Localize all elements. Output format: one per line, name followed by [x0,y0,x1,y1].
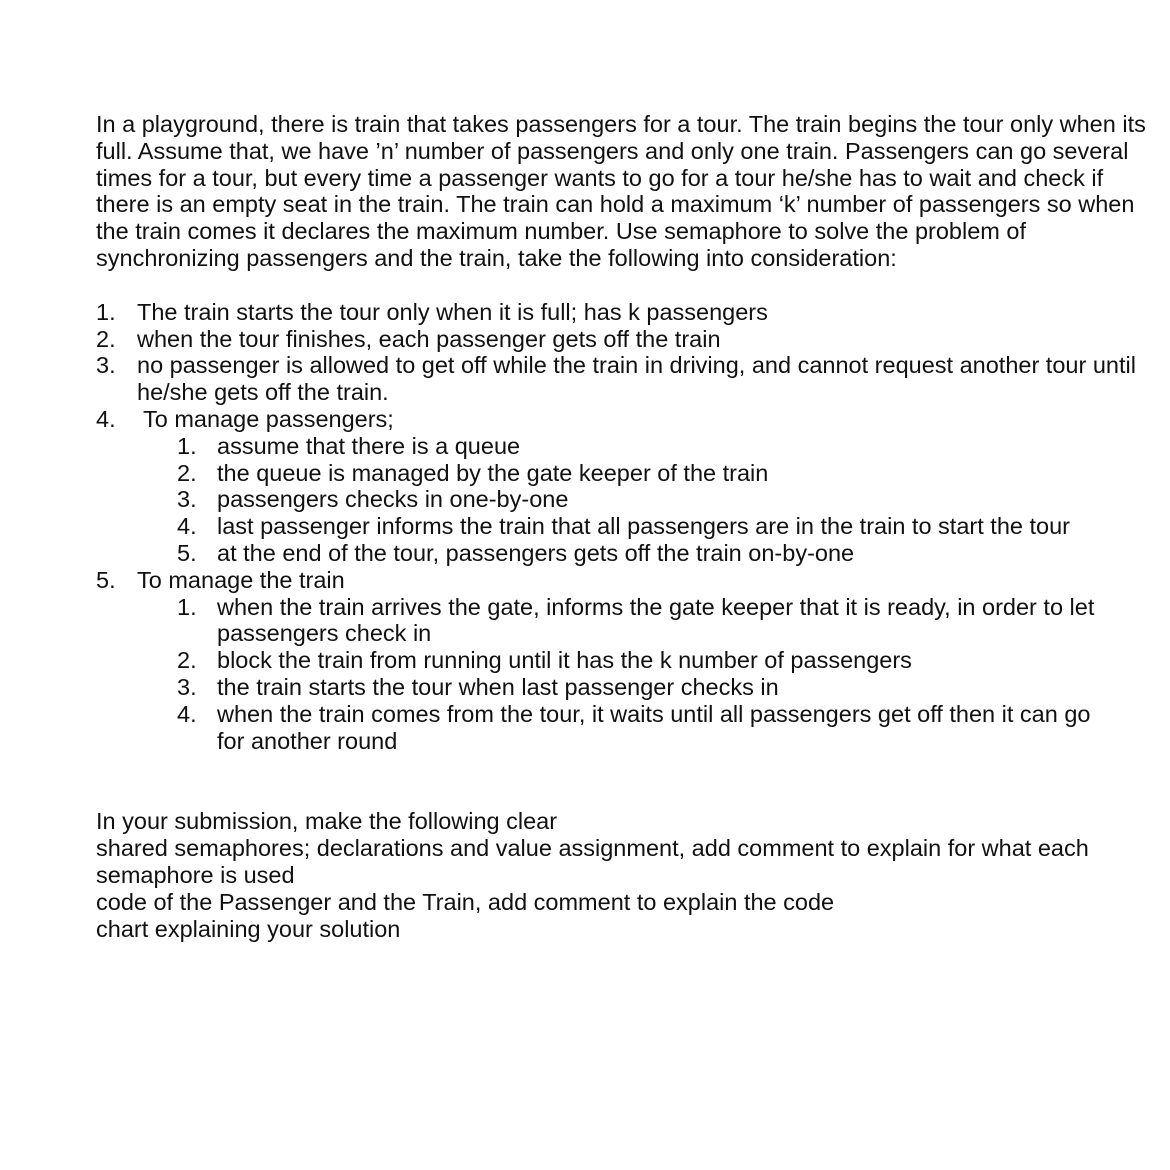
sublist-manage-passengers [96,433,1156,567]
sublist-item [96,486,1156,513]
list-item-1 [96,299,1156,326]
sublist-number: 3. [177,673,197,700]
sublist-number: 5. [177,539,197,566]
list-item-4 [96,406,1156,567]
sublist-item [96,540,1156,567]
requirements-list [96,299,1156,755]
list-item-5 [96,567,1156,755]
sublist-number: 3. [177,486,197,513]
sublist-number: 4. [177,513,197,540]
sublist-number: 1. [177,593,197,620]
sublist-number: 4. [177,700,197,727]
sublist-text: the queue is managed by the gate keeper of the train [217,459,769,486]
document [96,111,1156,942]
list-text: To manage passengers; [143,405,394,432]
list-number: 2. [96,325,116,352]
sublist-text: when the train arrives the gate, informs the gate keeper that it is ready, in order to let passengers check in [217,593,1095,647]
sublist-item [96,433,1156,460]
list-item-3 [96,352,1156,406]
sublist-item [96,513,1156,540]
list-item-2 [96,326,1156,353]
sublist-number: 2. [177,459,197,486]
sublist-item [96,701,1156,755]
sublist-text: block the train from running until it has the k number of passengers [217,647,912,674]
list-text: The train starts the tour only when it is full; has k passengers [137,298,768,325]
list-text: no passenger is allowed to get off while the train in driving, and cannot request another tour until he/she gets off the train. [137,352,1136,406]
sublist-item [96,460,1156,487]
sublist-text: at the end of the tour, passengers gets off the train on-by-one [217,539,855,566]
sublist-item [96,647,1156,674]
sublist-text: the train starts the tour when last passenger checks in [217,673,779,700]
list-text: when the tour finishes, each passenger gets off the train [137,325,721,352]
sublist-text: last passenger informs the train that all passengers are in the train to start the tour [217,513,1070,540]
sublist-manage-train [96,594,1156,755]
intro-paragraph: In a playground, there is train that takes passengers for a tour. The train begins the tour only when its full. Assume that, we have ’n’ number of passengers and only one train. Passengers can go several times for a tour, but every time a passenger wants to go for a tour he/she has to wait and check if there is an empty seat in the train. The train can hold a maximum ‘k’ number of passengers so when the train comes it declares the maximum number. Use semaphore to solve the problem of synchronizing passengers and the train, take the following into consideration: [96,111,1146,271]
sublist-item [96,594,1156,648]
sublist-text: when the train comes from the tour, it waits until all passengers get off then it can go for another round [217,700,1091,754]
sublist-number: 1. [177,432,197,459]
list-number: 1. [96,298,116,325]
footer-line-chart: chart explaining your solution [96,915,401,942]
sublist-text: passengers checks in one-by-one [217,486,569,513]
list-number: 3. [96,352,116,379]
list-number: 5. [96,566,116,593]
footer-line-heading: In your submission, make the following clear [96,808,558,835]
list-number: 4. [96,405,116,432]
sublist-text: assume that there is a queue [217,432,521,459]
footer-line-code: code of the Passenger and the Train, add comment to explain the code [96,888,835,915]
sublist-number: 2. [177,647,197,674]
footer-line-semaphores: shared semaphores; declarations and value assignment, add comment to explain for what each semaphore is used [96,835,1089,888]
sublist-item [96,674,1156,701]
list-text: To manage the train [137,566,345,593]
submission-instructions [96,808,1096,942]
